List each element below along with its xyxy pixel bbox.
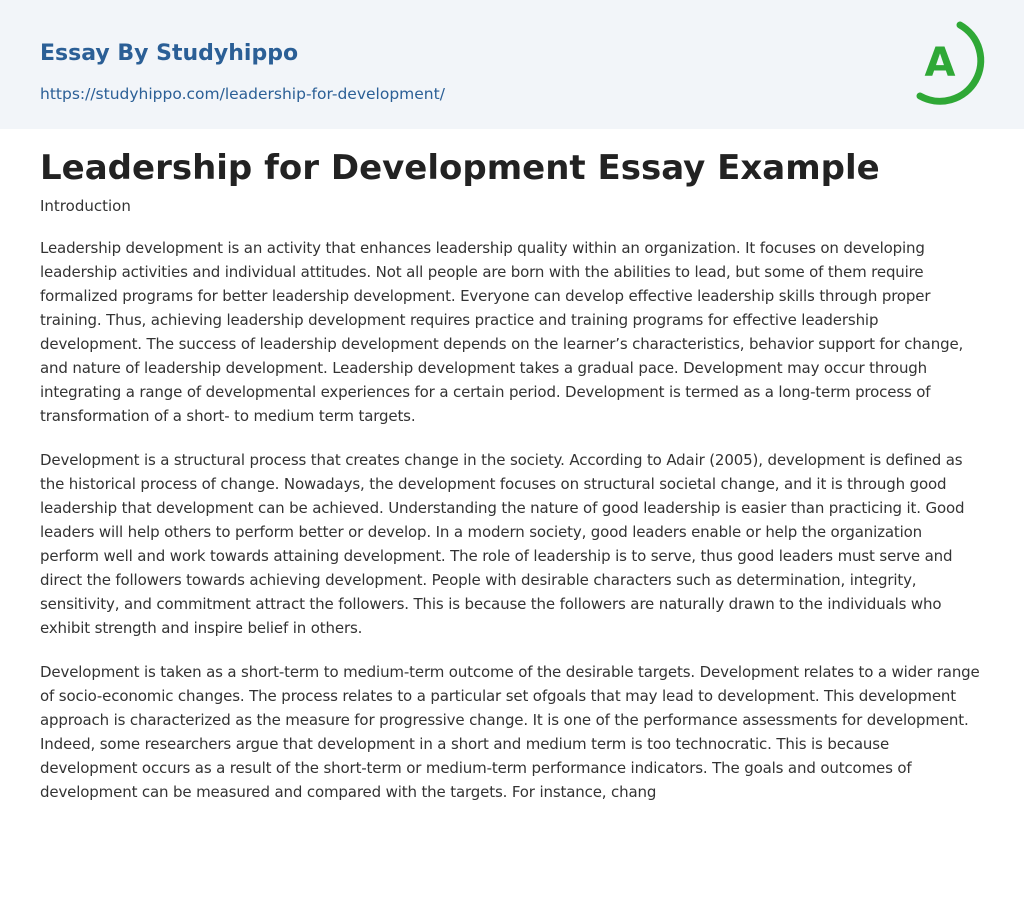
paragraph-3: Development is taken as a short-term to medium-term outcome of the desirable targets. Development relates to a wider range of socio-economic changes. The process relates to a particular set ofgoals that may lead to development. This development approach is characterized as the measure for progressive change. It is one of the performance assessments for development. Indeed, some researchers argue that development in a short and medium term is too technocratic. This is because development occurs as a result of the short-term or medium-term performance indicators. The goals and outcomes of development can be measured and compared with the targets. For instance, chang [40,663,980,801]
site-header [0,0,1024,129]
page-url-link[interactable]: https://studyhippo.com/leadership-for-development/ [40,85,445,103]
studyhippo-logo-icon[interactable] [908,18,988,106]
article [40,140,984,804]
paragraph-2: Development is a structural process that creates change in the society. According to Adair (2005), development is defined as the historical process of change. Nowadays, the development focuses on structural societal change, and it is through good leadership that development can be achieved. Understanding the nature of good leadership is easier than practicing it. Good leaders will help others to perform better or develop. In a modern society, good leaders enable or help the organization perform well and work towards attaining development. The role of leadership is to serve, thus good leaders must serve and direct the followers towards achieving development. People with desirable characters such as determination, integrity, sensitivity, and commitment attract the followers. This is because the followers are naturally drawn to the individuals who exhibit strength and inspire belief in others. [40,451,965,637]
logo-letter: A [924,40,956,86]
site-brand[interactable]: Essay By Studyhippo [40,41,299,66]
page-title: Leadership for Development Essay Example [40,148,880,188]
section-heading-introduction: Introduction [40,197,131,215]
paragraph-1: Leadership development is an activity that enhances leadership quality within an organization. It focuses on developing leadership activities and individual attitudes. Not all people are born with the abilities to lead, but some of them require formalized programs for better leadership development. Everyone can develop effective leadership skills through proper training. Thus, achieving leadership development requires practice and training programs for effective leadership development. The success of leadership development depends on the learner’s characteristics, behavior support for change, and nature of leadership development. Leadership development takes a gradual pace. Development may occur through integrating a range of developmental experiences for a certain period. Development is termed as a long-term process of transformation of a short- to medium term targets. [40,239,964,425]
